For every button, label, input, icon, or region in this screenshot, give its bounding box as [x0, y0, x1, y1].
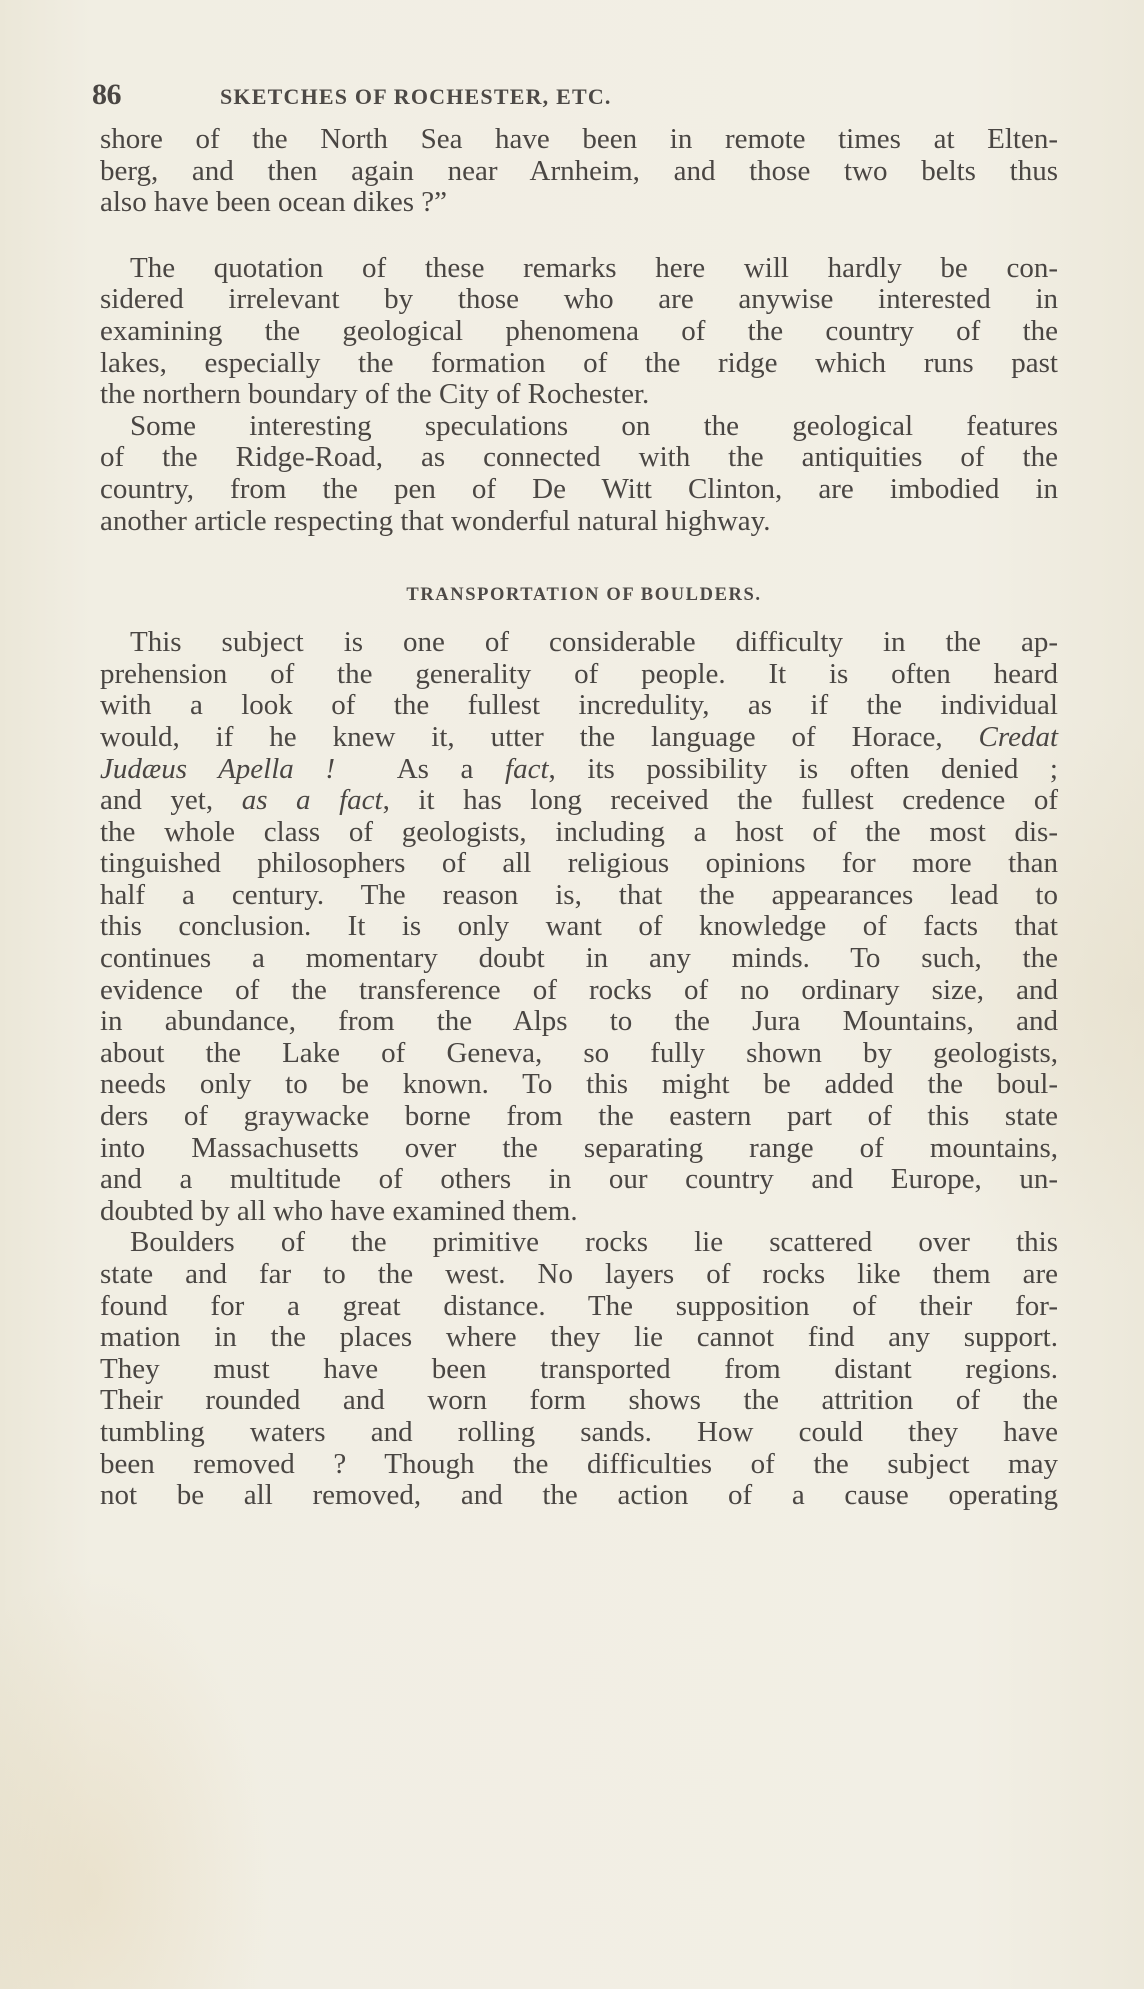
text-line: shore of the North Sea have been in remote times at Elten- [100, 123, 1058, 155]
italic-latin-phrase: Judæus Apella ! [100, 752, 336, 785]
paragraph-quotation-remarks [100, 253, 1058, 411]
text-line: This subject is one of considerable difficulty in the ap- [130, 626, 1058, 659]
paragraph-quote-continuation [100, 124, 1058, 219]
text-line: not be all removed, and the action of a cause operating [100, 1479, 1058, 1512]
text-line: the whole class of geologists, including a host of the most dis- [100, 815, 1058, 848]
text-line: into Massachusetts over the separating range of mountains, [100, 1131, 1058, 1164]
text-line: doubted by all who have examined them. [100, 1194, 578, 1227]
paragraph-subject-difficulty [100, 627, 1058, 1227]
italic-latin-phrase: Credat [978, 720, 1058, 753]
text-line: also have been ocean dikes ?” [100, 186, 448, 219]
running-title: SKETCHES OF ROCHESTER, ETC. [220, 84, 612, 109]
text-line: in abundance, from the Alps to the Jura Mountains, and [100, 1005, 1058, 1038]
text-line: berg, and then again near Arnheim, and those two belts thus [100, 154, 1058, 187]
text-line: The quotation of these remarks here will hardly be con- [130, 251, 1058, 284]
text-line: evidence of the transference of rocks of no ordinary size, and [100, 973, 1058, 1006]
text-line: Their rounded and worn form shows the attrition of the [100, 1384, 1058, 1417]
heading-spacer [100, 609, 1058, 627]
text-line: with a look of the fullest incredulity, as if the individual [100, 689, 1058, 722]
text-line: Some interesting speculations on the geological features [130, 409, 1058, 442]
text-line: this conclusion. It is only want of knowledge of facts that [100, 910, 1058, 943]
text-line: of the Ridge-Road, as connected with the antiquities of the [100, 441, 1058, 474]
text-line: state and far to the west. No layers of rocks like them are [100, 1258, 1058, 1290]
italic-emphasis: fact [505, 752, 549, 785]
text-line-with-italic [100, 722, 1058, 754]
section-spacer [100, 537, 1058, 581]
body-text [100, 124, 1058, 1512]
text-run: would, if he knew it, utter the language of Horace, [100, 720, 979, 753]
text-line: another article respecting that wonderful natural highway. [100, 504, 771, 537]
text-line: examining the geological phenomena of the country of the [100, 314, 1058, 347]
text-line: mation in the places where they lie cannot find any support. [100, 1321, 1058, 1354]
text-run: , its possibility is often denied ; [548, 752, 1058, 785]
text-line: ders of graywacke borne from the eastern part of this state [100, 1100, 1058, 1133]
text-line: about the Lake of Geneva, so fully shown by geologists, [100, 1036, 1058, 1069]
text-line: found for a great distance. The supposition of their for- [100, 1289, 1058, 1322]
text-line-with-italic [100, 754, 1058, 786]
text-line: needs only to be known. To this might be added the boul- [100, 1068, 1058, 1101]
page-number: 86 [92, 78, 121, 111]
text-run: and yet, [100, 784, 242, 817]
text-line: prehension of the generality of people. It is often heard [100, 657, 1058, 690]
running-head [92, 78, 1058, 114]
text-line: Boulders of the primitive rocks lie scattered over this [130, 1226, 1058, 1259]
paragraph-speculations [100, 411, 1058, 537]
text-line: continues a momentary doubt in any minds. To such, the [100, 942, 1058, 975]
text-line: tumbling waters and rolling sands. How could they have [100, 1415, 1058, 1448]
text-line: lakes, especially the formation of the ridge which runs past [100, 346, 1058, 379]
text-line: country, from the pen of De Witt Clinton, are imbodied in [100, 472, 1058, 505]
text-run: As a [335, 752, 506, 785]
text-line: sidered irrelevant by those who are anywise interested in [100, 283, 1058, 316]
text-line: the northern boundary of the City of Rochester. [100, 378, 650, 411]
paragraph-spacer [100, 219, 1058, 253]
text-run: , it has long received the fullest credence of [382, 784, 1058, 817]
paragraph-boulders-primitive [100, 1227, 1058, 1511]
italic-emphasis: as a fact [241, 784, 383, 817]
text-line: been removed ? Though the difficulties of the subject may [100, 1447, 1058, 1480]
text-line: and a multitude of others in our country and Europe, un- [100, 1163, 1058, 1196]
text-line: half a century. The reason is, that the appearances lead to [100, 878, 1058, 911]
text-line: tinguished philosophers of all religious opinions for more than [100, 847, 1058, 880]
text-line-with-italic [100, 785, 1058, 817]
text-line: They must have been transported from distant regions. [100, 1352, 1058, 1385]
section-heading: TRANSPORTATION OF BOULDERS. [406, 585, 762, 606]
